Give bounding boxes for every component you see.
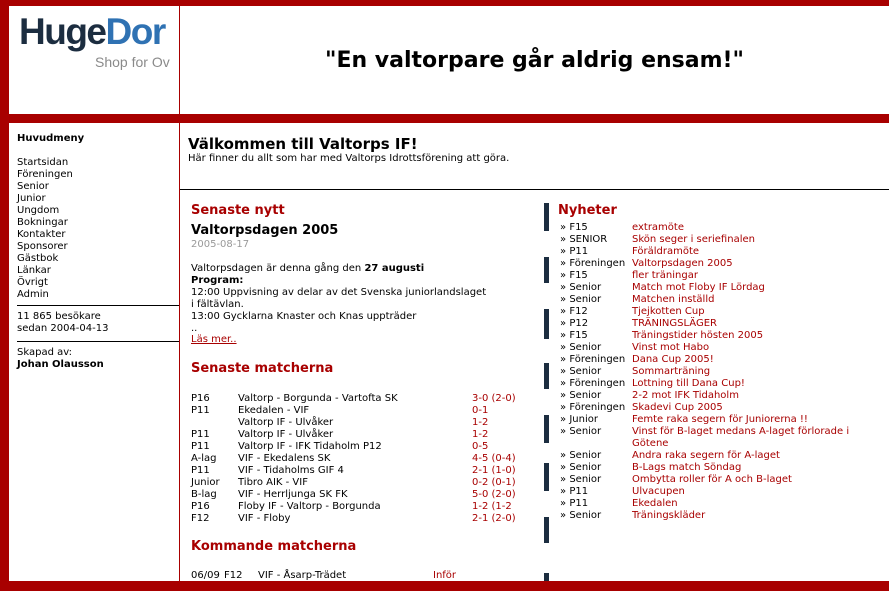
news-title-link[interactable]: Femte raka segern för Juniorerna !!	[632, 414, 808, 425]
divider	[180, 189, 889, 190]
match-teams: Floby IF - Valtorp - Borgunda	[238, 501, 381, 512]
column-divider-block	[544, 415, 549, 443]
news-title-link[interactable]: Ombytta roller för A och B-laget	[632, 474, 792, 485]
news-title-link[interactable]: Valtorpsdagen 2005	[632, 258, 733, 269]
match-team: P16	[191, 393, 210, 404]
news-category: » Föreningen	[560, 258, 626, 269]
match-team: F12	[191, 513, 210, 524]
match-team: Junior	[191, 477, 220, 488]
match-teams: Ekedalen - VIF	[238, 405, 310, 416]
news-title-link[interactable]: Vinst mot Habo	[632, 342, 710, 353]
article-body: Valtorpsdagen är denna gång den 27 augusti Program: 12:00 Uppvisning av delar av det Svenska juniorlandslaget i fältävlan. 13:00 Gycklarna Knaster och Knas uppträder ..	[191, 263, 487, 334]
menu-item-ovrigt[interactable]: Övrigt	[17, 277, 48, 288]
article-title[interactable]: Valtorpsdagen 2005	[191, 223, 339, 238]
match-result[interactable]: 2-1 (2-0)	[472, 513, 516, 524]
header	[180, 6, 889, 114]
news-title-link[interactable]: Ulvacupen	[632, 486, 685, 497]
news-category: » Senior	[560, 390, 602, 401]
match-team: P11	[191, 465, 210, 476]
menu-item-foreningen[interactable]: Föreningen	[17, 169, 73, 180]
column-divider-block	[544, 517, 549, 543]
match-teams: VIF - Tidaholms GIF 4	[238, 465, 344, 476]
news-title-continued[interactable]: Götene	[632, 438, 669, 449]
news-category: » P12	[560, 318, 589, 329]
news-title-link[interactable]: Dana Cup 2005!	[632, 354, 714, 365]
read-more-link[interactable]: Läs mer..	[191, 334, 237, 345]
main-content: Välkommen till Valtorps IF! Här finner du allt som har med Valtorps Idrottsförening att göra. Senaste nytt Valtorpsdagen 2005 2005-08-17 Valtorpsdagen är denna gång den 27 augusti Program: 12:00 Uppvisning av delar av det Svenska juniorlandslaget i fältävlan. 13:00 Gycklarna Knaster och Knas uppträder .. Läs mer.. Senaste matcherna P16 Valtorp - Borgunda - Vartofta SK 3-0 (2-0) P11 Ekedalen - VIF 0-1 Valtorp IF - Ulvåker 1-2 P11 Valtorp IF - Ulvåker 1-2 P11 Valtorp IF - IFK Tidaholm P12 0-5 A-lag VIF - Ekedalens SK 4-5 (0-4) P11 VIF - Tidaholms GIF 4 2-1 (1-0) Junior Tibro AIK - VIF 0-2 (0-1) B-lag VIF - Herrljunga SK FK 5-0 (2-0) P16 Floby IF - Valtorp - Borgunda 1-2 (1-2 F12 VIF - Floby 2-1 (2-0) Kommande matcherna 06/09 F12 VIF - Åsarp-Trädet Inför Nyheter » F15 extramöte » SENIOR Skön seger i seriefinalen » P11 Föräldramöte » Föreningen Valtorpsdagen 2005 » F15 fler träningar » Senior Match mot Floby IF Lördag » Senior Matchen inställd » F12 Tjejkotten Cup » P12 TRÄNINGSLÄGER » F15 Träningstider hösten 2005 » Senior Vinst mot Habo » Föreningen Dana Cup 2005! » Senior Sommarträning » Föreningen Lottning till Dana Cup! » Senior 2-2 mot IFK Tidaholm » Föreningen Skadevi Cup 2005 » Junior Femte raka segern för Juniorerna !! » Senior Vinst för B-laget medans A-laget förlorade i Götene » Senior Andra raka segern för A-laget » Senior B-Lags match Söndag » Senior Ombytta roller för A och B-laget » P11 Ulvacupen » P11 Ekedalen » Senior Träningskläder	[180, 123, 889, 581]
visitor-counter: 11 865 besökare sedan 2004-04-13	[17, 311, 109, 334]
news-category: » Senior	[560, 462, 602, 473]
news-category: » F12	[560, 306, 588, 317]
news-category: » Föreningen	[560, 354, 626, 365]
match-teams: Tibro AIK - VIF	[238, 477, 308, 488]
news-title-link[interactable]: B-Lags match Söndag	[632, 462, 742, 473]
menu-item-ungdom[interactable]: Ungdom	[17, 205, 60, 216]
match-teams: Valtorp IF - Ulvåker	[238, 429, 334, 440]
match-result[interactable]: 0-2 (0-1)	[472, 477, 516, 488]
news-category: » F15	[560, 222, 588, 233]
logo-text[interactable]: HugeDor	[19, 11, 165, 52]
match-teams: Valtorp IF - Ulvåker	[238, 417, 334, 428]
slogan: "En valtorpare går aldrig ensam!"	[324, 48, 745, 73]
news-category: » Senior	[560, 294, 602, 305]
menu-item-senior[interactable]: Senior	[17, 181, 49, 192]
match-team: P11	[191, 405, 210, 416]
match-result[interactable]: 1-2 (1-2	[472, 501, 512, 512]
preview-link[interactable]: Inför	[433, 570, 457, 581]
match-teams: VIF - Ekedalens SK	[238, 453, 331, 464]
divider	[17, 305, 179, 306]
upcoming-matches-heading: Kommande matcherna	[191, 539, 357, 554]
sidebar	[9, 123, 179, 581]
menu-item-admin[interactable]: Admin	[17, 289, 49, 300]
news-category: » Senior	[560, 474, 602, 485]
news-title-link[interactable]: Träningstider hösten 2005	[632, 330, 764, 341]
menu-item-kontakter[interactable]: Kontakter	[17, 229, 66, 240]
news-category: » Senior	[560, 426, 602, 437]
news-title-link[interactable]: Föräldramöte	[632, 246, 700, 257]
news-category: » P11	[560, 246, 589, 257]
match-team: P16	[191, 501, 210, 512]
news-category: » Senior	[560, 282, 602, 293]
article-date: 2005-08-17	[191, 239, 250, 250]
news-title-link[interactable]: Match mot Floby IF Lördag	[632, 282, 765, 293]
news-title-link[interactable]: 2-2 mot IFK Tidaholm	[632, 390, 739, 401]
column-divider-block	[544, 363, 549, 389]
news-title-link[interactable]: TRÄNINGSLÄGER	[632, 318, 717, 329]
menu-title: Huvudmeny	[17, 133, 85, 144]
news-title-link[interactable]: Skadevi Cup 2005	[632, 402, 723, 413]
page-title: Välkommen till Valtorps IF!	[188, 135, 418, 153]
match-team: P11	[191, 441, 210, 452]
divider	[17, 341, 179, 342]
menu-item-sponsorer[interactable]: Sponsorer	[17, 241, 68, 252]
logo-tagline: Shop for Ov	[95, 54, 170, 70]
news-title-link[interactable]: extramöte	[632, 222, 684, 233]
column-divider-block	[544, 257, 549, 283]
news-title-link[interactable]: Tjejkotten Cup	[632, 306, 705, 317]
news-title-link[interactable]: Sommarträning	[632, 366, 711, 377]
news-category: » Senior	[560, 342, 602, 353]
menu-item-startsidan[interactable]: Startsidan	[17, 157, 69, 168]
match-result[interactable]: 3-0 (2-0)	[472, 393, 516, 404]
latest-news-heading: Senaste nytt	[191, 203, 285, 218]
menu-item-junior[interactable]: Junior	[17, 193, 46, 204]
match-teams: Valtorp - Borgunda - Vartofta SK	[238, 393, 398, 404]
match-result[interactable]: 1-2	[472, 429, 489, 440]
column-divider-block	[544, 309, 549, 339]
logo-banner[interactable]	[9, 6, 179, 114]
match-team: B-lag	[191, 489, 217, 500]
news-title-link[interactable]: Matchen inställd	[632, 294, 715, 305]
match-teams: VIF - Herrljunga SK FK	[238, 489, 348, 500]
recent-matches-heading: Senaste matcherna	[191, 361, 334, 376]
news-category: » F15	[560, 270, 588, 281]
match-result[interactable]: 5-0 (2-0)	[472, 489, 516, 500]
news-category: » Senior	[560, 450, 602, 461]
news-category: » Föreningen	[560, 378, 626, 389]
news-category: » F15	[560, 330, 588, 341]
news-title-link[interactable]: Ekedalen	[632, 498, 678, 509]
news-category: » P11	[560, 486, 589, 497]
news-title-link[interactable]: Lottning till Dana Cup!	[632, 378, 745, 389]
main-menu	[17, 157, 73, 301]
match-teams: Valtorp IF - IFK Tidaholm P12	[238, 441, 382, 452]
match-teams: VIF - Floby	[238, 513, 291, 524]
news-category: » Senior	[560, 510, 602, 521]
news-category: » Senior	[560, 366, 602, 377]
match-result[interactable]: 0-1	[472, 405, 489, 416]
news-category: » Junior	[560, 414, 598, 425]
column-divider-block	[544, 573, 549, 581]
column-divider-block	[544, 463, 549, 491]
match-result[interactable]: 4-5 (0-4)	[472, 453, 516, 464]
match-result[interactable]: 2-1 (1-0)	[472, 465, 516, 476]
news-title-link[interactable]: Vinst för B-laget medans A-laget förlorade i	[632, 426, 850, 437]
menu-item-gastbok[interactable]: Gästbok	[17, 253, 59, 264]
news-title-link[interactable]: Andra raka segern för A-laget	[632, 450, 780, 461]
match-team: P11	[191, 429, 210, 440]
menu-item-lankar[interactable]: Länkar	[17, 265, 51, 276]
news-category: » SENIOR	[560, 234, 608, 245]
news-heading: Nyheter	[558, 203, 617, 218]
match-result[interactable]: 0-5	[472, 441, 489, 452]
news-title-link[interactable]: Skön seger i seriefinalen	[632, 234, 755, 245]
news-category: » Föreningen	[560, 402, 626, 413]
page-subtitle: Här finner du allt som har med Valtorps Idrottsförening att göra.	[188, 153, 510, 164]
match-team: A-lag	[191, 453, 217, 464]
author-info: Skapad av: Johan Olausson	[17, 347, 104, 370]
column-divider-block	[544, 203, 549, 231]
match-result[interactable]: 1-2	[472, 417, 489, 428]
menu-item-bokningar[interactable]: Bokningar	[17, 217, 68, 228]
news-category: » P11	[560, 498, 589, 509]
news-title-link[interactable]: fler träningar	[632, 270, 698, 281]
news-title-link[interactable]: Träningskläder	[632, 510, 706, 521]
